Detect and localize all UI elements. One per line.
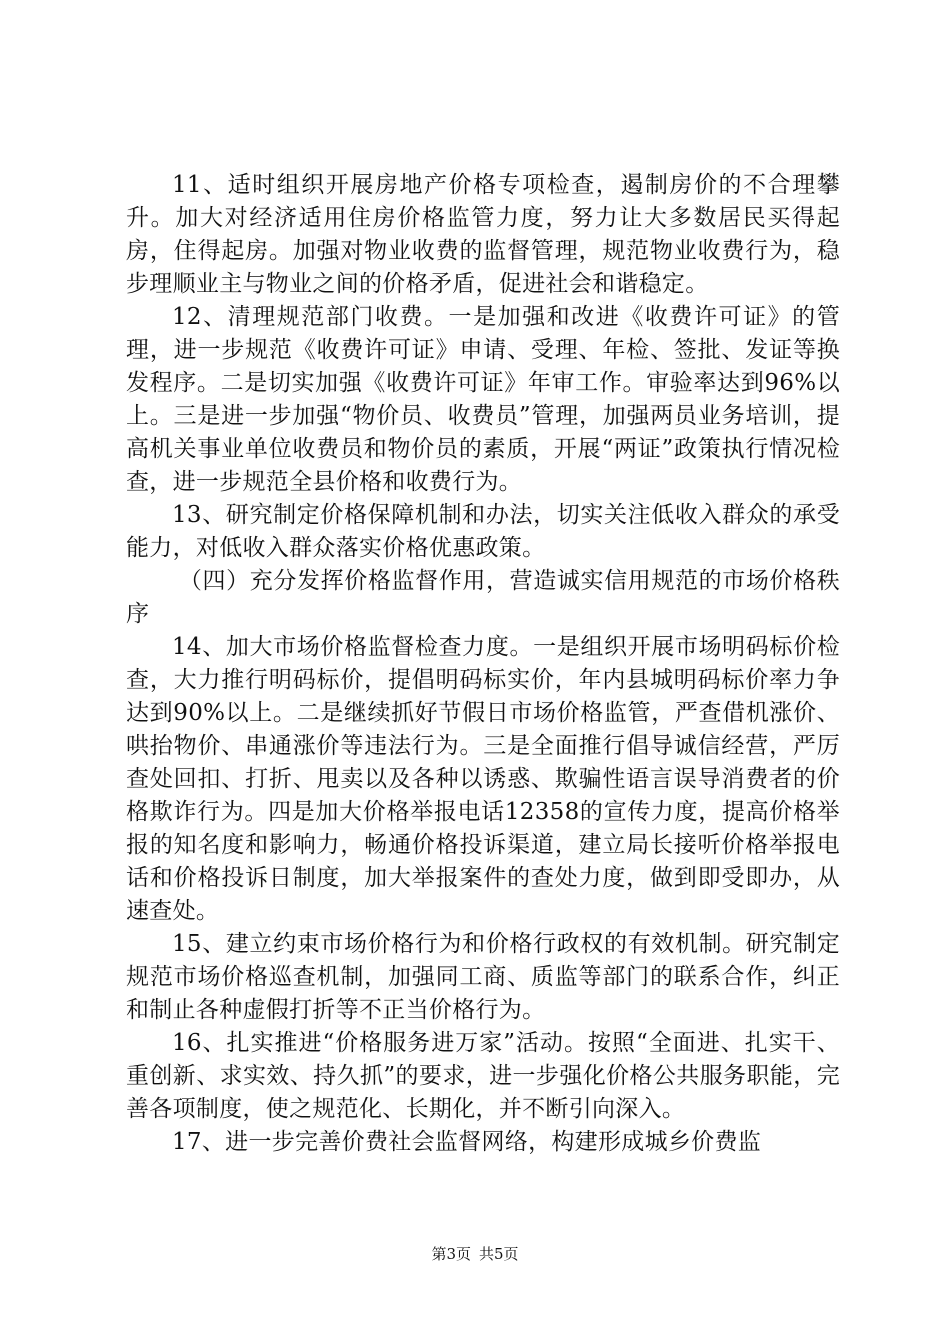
page-number-total: 共5页 bbox=[479, 1245, 519, 1263]
paragraph-17: 17、进一步完善价费社会监督网络，构建形成城乡价费监 bbox=[172, 1129, 762, 1155]
page-number-current: 第3页 bbox=[431, 1245, 471, 1263]
paragraph-11: 11、适时组织开展房地产价格专项检查，遏制房价的不合理攀升。加大对经济适用住房价格监管力度，努力让大多数居民买得起房，住得起房。加强对物业收费的监督管理，规范物业收费行为，稳步理顺业主与物业之间的价格矛盾，促进社会和谐稳定。 bbox=[126, 172, 840, 297]
paragraph-12: 12、清理规范部门收费。一是加强和改进《收费许可证》的管理，进一步规范《收费许可证》申请、受理、年检、签批、发证等换发程序。二是切实加强《收费许可证》年审工作。审验率达到96%以上。三是进一步加强“物价员、收费员”管理，加强两员业务培训，提高机关事业单位收费员和物价员的素质，开展“两证”政策执行情况检查，进一步规范全县价格和收费行为。 bbox=[126, 304, 840, 495]
section-heading-4: （四）充分发挥价格监督作用，营造诚实信用规范的市场价格秩序 bbox=[126, 568, 840, 627]
paragraph-13: 13、研究制定价格保障机制和办法，切实关注低收入群众的承受能力，对低收入群众落实价格优惠政策。 bbox=[126, 502, 840, 561]
paragraph-16: 16、扎实推进“价格服务进万家”活动。按照“全面进、扎实干、重创新、求实效、持久抓”的要求，进一步强化价格公共服务职能，完善各项制度，使之规范化、长期化，并不断引向深入。 bbox=[126, 1030, 840, 1122]
page-footer bbox=[0, 1244, 950, 1264]
document-body bbox=[126, 169, 840, 1159]
paragraph-15: 15、建立约束市场价格行为和价格行政权的有效机制。研究制定规范市场价格巡查机制，加强同工商、质监等部门的联系合作，纠正和制止各种虚假打折等不正当价格行为。 bbox=[126, 931, 840, 1023]
paragraph-14: 14、加大市场价格监督检查力度。一是组织开展市场明码标价检查，大力推行明码标价，提倡明码标实价，年内县城明码标价率力争达到90%以上。二是继续抓好节假日市场价格监管，严查借机涨价、哄抬物价、串通涨价等违法行为。三是全面推行倡导诚信经营，严厉查处回扣、打折、甩卖以及各种以诱惑、欺骗性语言误导消费者的价格欺诈行为。四是加大价格举报电话12358的宣传力度，提高价格举报的知名度和影响力，畅通价格投诉渠道，建立局长接听价格举报电话和价格投诉日制度，加大举报案件的查处力度，做到即受即办，从速查处。 bbox=[126, 634, 840, 924]
